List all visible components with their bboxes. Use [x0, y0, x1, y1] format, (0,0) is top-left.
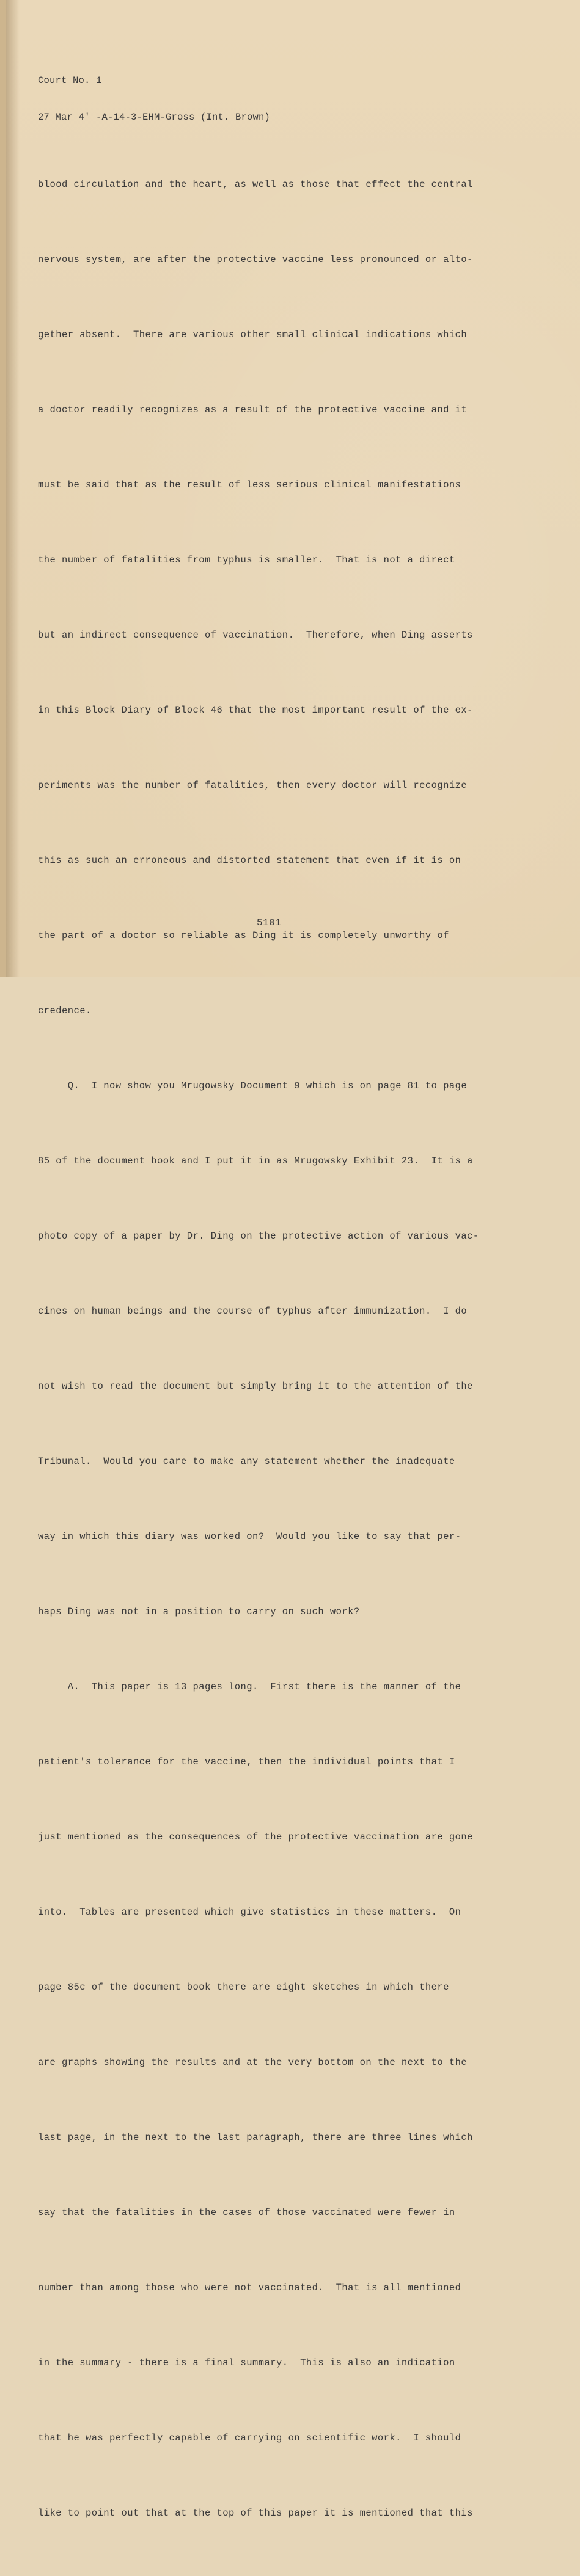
page-binding-shadow — [6, 0, 20, 977]
text-line: like to point out that at the top of this paper it is mentioned that this — [38, 2508, 473, 2519]
text-line: gether absent. There are various other small clinical indications which — [38, 329, 468, 340]
text-line: this as such an erroneous and distorted statement that even if it is on — [38, 855, 461, 866]
text-line: nervous system, are after the protective vaccine less pronounced or alto- — [38, 254, 473, 265]
text-line: must be said that as the result of less serious clinical manifestations — [38, 479, 461, 490]
text-line: patient's tolerance for the vaccine, then the individual points that I — [38, 1756, 455, 1767]
answer-line: A. This paper is 13 pages long. First there is the manner of the — [38, 1681, 461, 1692]
text-line: haps Ding was not in a position to carry on such work? — [38, 1606, 360, 1617]
text-line: Tribunal. Would you care to make any statement whether the inadequate — [38, 1456, 455, 1467]
text-line: the part of a doctor so reliable as Ding it is completely unworthy of — [38, 930, 449, 941]
text-line: are graphs showing the results and at the very bottom on the next to the — [38, 2057, 468, 2068]
text-line: in this Block Diary of Block 46 that the most important result of the ex- — [38, 705, 473, 716]
text-line: cines on human beings and the course of typhus after immunization. I do — [38, 1306, 468, 1317]
transcript-body — [38, 122, 515, 2576]
text-line: into. Tables are presented which give statistics in these matters. On — [38, 1907, 461, 1918]
text-line: but an indirect consequence of vaccination. Therefore, when Ding asserts — [38, 630, 473, 641]
text-line: periments was the number of fatalities, then every doctor will recognize — [38, 780, 468, 791]
court-number: Court No. 1 — [38, 75, 102, 86]
question-line: Q. I now show you Mrugowsky Document 9 which is on page 81 to page — [38, 1080, 468, 1091]
text-line: in the summary - there is a final summary. This is also an indication — [38, 2357, 455, 2368]
text-line: page 85c of the document book there are eight sketches in which there — [38, 1982, 449, 1993]
text-line: number than among those who were not vaccinated. That is all mentioned — [38, 2282, 461, 2293]
text-line: not wish to read the document but simply bring it to the attention of the — [38, 1381, 473, 1392]
text-line: say that the fatalities in the cases of those vaccinated were fewer in — [38, 2207, 455, 2218]
text-line: 85 of the document book and I put it in as Mrugowsky Exhibit 23. It is a — [38, 1155, 473, 1166]
text-line: just mentioned as the consequences of the protective vaccination are gone — [38, 1832, 473, 1843]
text-line: credence. — [38, 1005, 92, 1016]
text-line: blood circulation and the heart, as well as those that effect the central — [38, 179, 473, 190]
page-number: 5101 — [257, 917, 282, 928]
session-reference: 27 Mar 4' -A-14-3-EHM-Gross (Int. Brown) — [38, 112, 271, 123]
text-line: last page, in the next to the last paragraph, there are three lines which — [38, 2132, 473, 2143]
text-line: way in which this diary was worked on? Would you like to say that per- — [38, 1531, 461, 1542]
text-line: that he was perfectly capable of carrying on scientific work. I should — [38, 2432, 461, 2443]
text-line: photo copy of a paper by Dr. Ding on the protective action of various vac- — [38, 1231, 479, 1242]
text-line: the number of fatalities from typhus is smaller. That is not a direct — [38, 555, 455, 566]
text-line: a doctor readily recognizes as a result of the protective vaccine and it — [38, 404, 468, 415]
